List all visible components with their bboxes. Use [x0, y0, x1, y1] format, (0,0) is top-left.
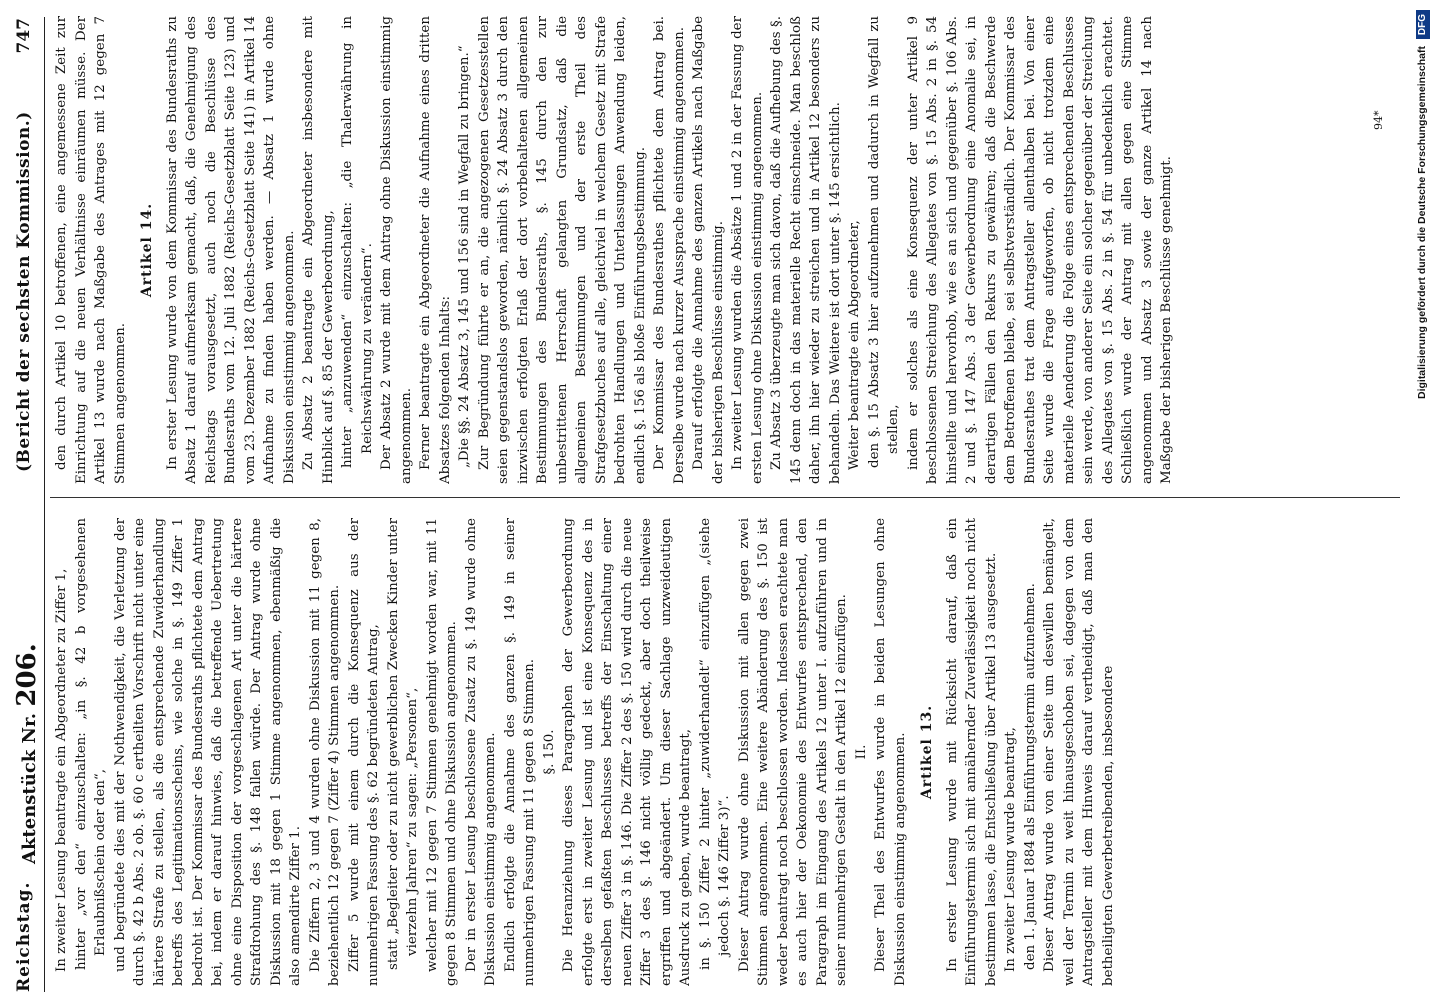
paragraph: In zweiter Lesung wurde beantragt,: [1003, 727, 1018, 972]
digitization-credit: [1412, 0, 1432, 1000]
text-column-left: [52, 518, 1392, 986]
paragraph: In erster Lesung wurde von dem Kommissar des Bundesraths zu Absatz 1 darauf aufmerksam gemacht, daß, die Genehmigung des Reichstags vorausgesetzt, auch noch die Beschlüsse des Bundesraths vom 12. Juli 1882 (Reichs-Gesetzblatt Seite 123) und vom 23. Dezember 1882 (Reichs-Gesetzblatt Seite 141) in Artikel 14 Aufnahme zu finden haben werden. — Absatz 1 wurde ohne Diskussion einstimmig angenommen.: [164, 16, 297, 484]
paragraph: Dieser Antrag wurde ohne Diskussion mit allen gegen zwei Stimmen angenommen. Eine weitere Abänderung des §. 150 ist weder beantragt noch beschlossen worden. Indessen erachtete man es auch hier der Oekonomie des Entwurfes entsprechend, den Paragraph im Eingang des Artikels 12 unter I. aufzuführen und in seiner nunmehrigen Gestalt in den Artikel 12 einzufügen.: [736, 518, 849, 986]
section-heading: §. 150.: [541, 729, 557, 775]
paragraph: Dieser Theil des Entwurfes wurde in beiden Lesungen ohne Diskussion einstimmig angenommen.: [873, 518, 908, 986]
paragraph: Darauf erfolgte die Annahme des ganzen Artikels nach Maßgabe der bisherigen Beschlüsse einstimmig.: [691, 16, 726, 484]
header-document-label: Aktenstück Nr.: [19, 712, 40, 864]
header-document-number: [12, 643, 42, 864]
digitization-sidebar: [1412, 0, 1432, 1000]
paragraph: In zweiter Lesung wurden die Absätze 1 und 2 in der Fassung der ersten Lesung ohne Diskussion einstimmig angenommen.: [730, 16, 765, 484]
quoted-amendment: den §. 15 Absatz 3 hier aufzunehmen und dadurch in Wegfall zu stellen,: [866, 16, 901, 468]
header-report-title: (Bericht der sechsten Kommission.): [14, 111, 34, 472]
paragraph: Ferner beantragte ein Abgeordneter die Aufnahme eines dritten Absatzes folgenden Inhalts:: [418, 16, 453, 484]
paragraph: In zweiter Lesung beantragte ein Abgeordneter zu Ziffer 1,: [54, 568, 69, 972]
paragraph: Der in erster Lesung beschlossene Zusatz zu §. 149 wurde ohne Diskussion einstimmig angenommen.: [463, 518, 498, 986]
paragraph: Zur Begründung führte er an, die angezogenen Gesetzesstellen seien gegenstandslos geworden, nämlich §. 24 Absatz 3 durch den inzwischen erfolgten Erlaß der dort vorbehaltenen allgemeinen Bestimmungen des Bundesraths, §. 145 durch den zur unbestrittenen Herrschaft gelangten Grundsatz, daß die allgemeinen Bestimmungen und der erste Theil des Strafgesetzbuches auf alle, gleichviel in welchem Gesetz mit Strafe bedrohten Handlungen und Unterlassungen Anwendung leiden, endlich §. 156 als bloße Einführungsbestimmung.: [476, 16, 648, 484]
dfg-logo: DFG: [1416, 10, 1430, 39]
paragraph: Die Ziffern 2, 3 und 4 wurden ohne Diskussion mit 11 gegen 8, beziehentlich 12 gegen 7 (Ziffer 4) Stimmen angenommen.: [307, 518, 342, 986]
paragraph: indem er solches als eine Konsequenz der unter Artikel 9 beschlossenen Streichung des Allegates von §. 15 Abs. 2 in §. 54 hinstellte und hervorhob, wie es an sich und gegenüber §. 106 Abs. 2 und §. 147 Abs. 3 der Gewerbeordnung eine Anomalie sei, in derartigen Fällen den Rekurs zu gewähren; daß die Beschwerde dem Betroffenen bleibe, sei selbstverständlich. Der Kommissar des Bundesrathes trat dem Antragsteller allenthalben bei. Von einer Seite wurde die Frage aufgeworfen, ob nicht trotzdem eine materielle Aenderung die Folge eines entsprechenden Beschlusses sein werde, von anderer Seite ein solcher gegenüber der Streichung des Allegates von §. 15 Abs. 2 in §. 54 für unbedenklich erachtet. Schließlich wurde der Antrag mit allen gegen eine Stimme angenommen und Absatz 3 sowie der ganze Artikel 14 nach Maßgabe der bisherigen Beschlüsse genehmigt.: [905, 16, 1174, 484]
quoted-amendment: den 1. Januar 1884 als Einführungstermin aufzunehmen.: [1022, 583, 1038, 970]
signature-number: 94*: [1372, 110, 1385, 130]
column-divider: [50, 497, 1400, 498]
paragraph: welcher mit 12 gegen 7 Stimmen genehmigt worden war, mit 11 gegen 8 Stimmen und ohne Diskussion angenommen.: [424, 518, 459, 986]
header-divider: [44, 17, 45, 992]
paragraph: Zu Absatz 3 überzeugte man sich davon, daß die Aufhebung des §. 145 denn doch in das materielle Recht einschneide. Man beschloß daher, ihn hier wieder zu streichen und in Artikel 12 besonders zu behandeln. Das Weitere ist dort unter §. 145 ersichtlich.: [769, 16, 843, 484]
paragraph: Endlich erfolgte die Annahme des ganzen §. 149 in seiner nunmehrigen Fassung mit 11 gegen 8 Stimmen.: [502, 518, 537, 986]
paragraph: In erster Lesung wurde mit Rücksicht darauf, daß ein Einführungstermin sich mit annähernder Zuverlässigkeit noch nicht bestimmen lasse, die Entschließung über Artikel 13 ausgesetzt.: [944, 518, 999, 986]
paragraph: Ziffer 5 wurde mit einem durch die Konsequenz aus der nunmehrigen Fassung des §. 62 begründeten Antrag,: [346, 518, 381, 986]
paragraph: Weiter beantragte ein Abgeordneter,: [847, 220, 862, 470]
paragraph: Zu Absatz 2 beantragte ein Abgeordneter insbesondere mit Hinblick auf §. 85 der Gewerbeordnung,: [301, 16, 336, 484]
paragraph: Die Heranziehung dieses Paragraphen der Gewerbeordnung erfolgte erst in zweiter Lesung und ist eine Konsequenz des in derselben gefaßten Beschlusses betreffs der Einschaltung einer neuen Ziffer 3 in §. 146. Die Ziffer 2 des §. 150 wird durch die neue Ziffer 3 des §. 146 nicht völlig gedeckt, aber doch theilweise ergriffen und abgeändert. Um dieser Sachlage unzweideutigen Ausdruck zu geben, wurde beantragt,: [561, 518, 693, 986]
article-heading: Artikel 14.: [139, 202, 155, 298]
quoted-amendment: „Die §§. 24 Absatz 3, 145 und 156 sind in Wegfall zu bringen.“: [457, 45, 472, 468]
section-heading: II.: [853, 744, 869, 760]
running-header: [6, 14, 44, 994]
article-heading: Artikel 13.: [919, 704, 935, 800]
paragraph: und begründete dies mit der Nothwendigkeit, die Verletzung der durch §. 42 b Abs. 2 ob. §. 60 c ertheilten Vorschrift nicht unter eine härtere Strafe zu stellen, als die entsprechende Zuwiderhandlung betreffs des Legitimationsscheins, wie solche in §. 149 Ziffer 1 bedroht ist. Der Kommissar des Bundesraths pflichtete dem Antrag bei, indem er darauf hinwies, daß die betreffende Uebertretung ohne eine Disposition der vorgeschlagenen Art unter die härtere Strafdrohung des §. 148 fallen würde. Der Antrag wurde ohne Diskussion mit 18 gegen 1 Stimme angenommen, ebenmäßig die also amendirte Ziffer 1.: [112, 518, 303, 986]
text-column-right: [52, 16, 1392, 484]
header-reichstag: Reichstag.: [14, 881, 34, 992]
paragraph: den durch Artikel 10 betroffenen, eine angemessene Zeit zur Einrichtung auf die neuen Verhältnisse einräumen müsse. Der Artikel 13 wurde nach Maßgabe des Antrages mit 12 gegen 7 Stimmen angenommen.: [54, 16, 128, 484]
quoted-amendment: in §. 150 Ziffer 2 hinter „zuwiderhandelt“ einzufügen „(siehe jedoch §. 146 Ziffer 3)“.: [697, 518, 732, 970]
quoted-amendment: statt „Begleiter oder zu nicht gewerblichen Zwecken Kinder unter vierzehn Jahren“ zu sagen: „Personen“,: [385, 518, 420, 970]
paragraph: Der Kommissar des Bundesrathes pflichtete dem Antrag bei. Derselbe wurde nach kurzer Aussprache einstimmig angenommen.: [652, 16, 687, 484]
paragraph: Dieser Antrag wurde von einer Seite um deswillen bemängelt, weil der Termin zu weit hinausgeschoben sei, dagegen von dem Antragsteller mit dem Hinweis darauf vertheidigt, daß man den betheiligten Gewerbetreibenden, insbesondere: [1042, 518, 1116, 986]
paragraph: Der Absatz 2 wurde mit dem Antrag ohne Diskussion einstimmig angenommen.: [379, 16, 414, 484]
header-number-value: 206.: [12, 643, 42, 707]
page-number: 747: [14, 18, 34, 54]
quoted-amendment: hinter „vor den“ einzuschalten: „in §. 42 b vorgesehenen Erlaubnißschein oder den“,: [73, 518, 108, 970]
quoted-amendment: hinter „anzuwenden“ einzuschalten: „die Thalerwährung in Reichswährung zu verändern“.: [340, 16, 375, 468]
credit-text: Digitalisierung gefördert durch die Deutsche Forschungsgemeinschaft: [1416, 46, 1428, 400]
